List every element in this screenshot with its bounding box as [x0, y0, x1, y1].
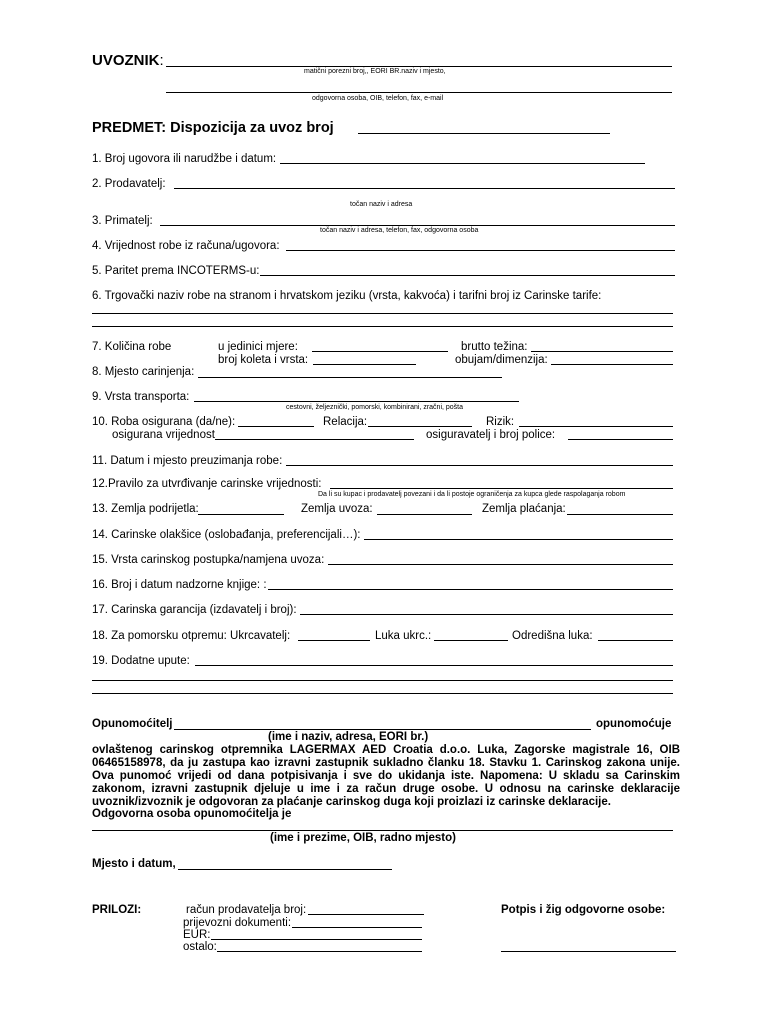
prilozi-ostalo-line[interactable]	[217, 951, 422, 952]
prilozi-eur-line[interactable]	[211, 939, 422, 940]
item-2-line[interactable]	[174, 188, 675, 189]
item-10-osig-line[interactable]	[238, 426, 314, 427]
item-7-jed-line[interactable]	[312, 351, 448, 352]
prilozi-eur-label: EUR:	[183, 929, 211, 941]
item-18-luka-label: Luka ukrc.:	[375, 630, 432, 642]
item-10-rizik-label: Rizik:	[486, 416, 515, 428]
odgovorna-label: Odgovorna osoba opunomoćitelja je	[92, 808, 292, 820]
item-14-label: 14. Carinske olakšice (oslobađanja, preferencijali…):	[92, 529, 361, 541]
item-10-relacija-label: Relacija:	[323, 416, 368, 428]
item-15-label: 15. Vrsta carinskog postupka/namjena uvoza:	[92, 554, 325, 566]
item-3-label: 3. Primatelj:	[92, 215, 153, 227]
item-17-line[interactable]	[300, 614, 673, 615]
item-10-osiguravatelj-line[interactable]	[568, 439, 673, 440]
item-7-brutto-line[interactable]	[531, 351, 673, 352]
item-10-osig-vr-label: osigurana vrijednost	[112, 429, 215, 441]
item-13-uvoza-line[interactable]	[377, 514, 472, 515]
power-hint-1: (ime i naziv, adresa, EORI br.)	[268, 731, 429, 743]
item-18-ukrcavatelj-line[interactable]	[298, 640, 370, 641]
uvoznik-line-1[interactable]	[166, 66, 672, 67]
prilozi-racun-label: račun prodavatelja broj:	[186, 904, 307, 916]
item-10-osig-vr-line[interactable]	[215, 439, 414, 440]
item-19-line-3[interactable]	[92, 693, 673, 694]
item-18-label: 18. Za pomorsku otpremu: Ukrcavatelj:	[92, 630, 291, 642]
item-4-line[interactable]	[286, 250, 675, 251]
potpis-line[interactable]	[501, 951, 676, 952]
item-19-label: 19. Dodatne upute:	[92, 655, 190, 667]
item-13-uvoza-label: Zemlja uvoza:	[301, 503, 373, 515]
item-16-label: 16. Broj i datum nadzorne knjige: :	[92, 579, 267, 591]
uvoznik-hint-2: odgovorna osoba, OIB, telefon, fax, e-mail	[312, 95, 444, 102]
item-10-rizik-line[interactable]	[519, 426, 673, 427]
power-paragraph: ovlaštenog carinskog otpremnika LAGERMAX AED Croatia d.o.o. Luka, Zagorske magistrale 16, OIB 06465158978, da ju zastupa kao izravni zastupnik sukladno članku 18. Stavku 1. Carinskog zakona unije. Ova punomoć vrijedi od dana potpisivanja i sve do ukidanja iste. Napomena: U skladu sa Carinskim zakonom, izravni zastupnik djeluje u ime i za račun druge osobe. U odnosu na carinske deklaracije uvoznik/izvoznik je odgovoran za plaćanje carinskog duga koji proizlazi iz carinske deklaracije.	[92, 744, 680, 808]
item-13-placanja-line[interactable]	[567, 514, 673, 515]
item-7-obujam-line[interactable]	[551, 364, 673, 365]
mjesto-datum-line[interactable]	[178, 869, 392, 870]
item-7-obujam-label: obujam/dimenzija:	[455, 354, 548, 366]
prilozi-label: PRILOZI:	[92, 904, 142, 916]
item-6-label: 6. Trgovački naziv robe na stranom i hrvatskom jeziku (vrsta, kakvoća) i tarifni broj iz Carinske tarife:	[92, 290, 602, 302]
uvoznik-line-2[interactable]	[166, 92, 672, 93]
item-2-label: 2. Prodavatelj:	[92, 178, 166, 190]
item-6-line-1[interactable]	[92, 313, 673, 314]
item-16-line[interactable]	[268, 589, 673, 590]
item-5-line[interactable]	[260, 275, 675, 276]
item-17-label: 17. Carinska garancija (izdavatelj i broj):	[92, 604, 297, 616]
item-12-label: 12.Pravilo za utvrđivanje carinske vrijednosti:	[92, 478, 322, 490]
predmet-title: PREDMET: Dispozicija za uvoz broj	[92, 120, 334, 136]
item-15-line[interactable]	[328, 564, 673, 565]
item-1-label: 1. Broj ugovora ili narudžbe i datum:	[92, 153, 277, 165]
item-6-line-2[interactable]	[92, 326, 673, 327]
item-13-podrijetla-line[interactable]	[198, 514, 284, 515]
item-19-line-1[interactable]	[195, 665, 673, 666]
item-2-hint: točan naziv i adresa	[350, 201, 413, 208]
item-7-koleta-line[interactable]	[313, 364, 416, 365]
item-7-brutto-label: brutto težina:	[461, 341, 528, 353]
item-4-label: 4. Vrijednost robe iz računa/ugovora:	[92, 240, 280, 252]
mjesto-datum-label: Mjesto i datum,	[92, 858, 176, 870]
opunomocuje-label: opunomoćuje	[596, 718, 672, 730]
item-12-hint: Da li su kupac i prodavatelj povezani i da li postoje ograničenja za kupca glede raspolaganja robom	[318, 491, 626, 498]
item-9-line[interactable]	[194, 401, 519, 402]
opunomocitelj-label: Opunomoćitelj	[92, 718, 173, 730]
item-3-hint: točan naziv i adresa, telefon, fax, odgovorna osoba	[320, 227, 479, 234]
item-11-line[interactable]	[286, 465, 673, 466]
item-8-label: 8. Mjesto carinjenja:	[92, 366, 195, 378]
item-8-line[interactable]	[198, 377, 502, 378]
uvoznik-label: UVOZNIK:	[92, 52, 164, 69]
item-11-label: 11. Datum i mjesto preuzimanja robe:	[92, 455, 283, 467]
item-13-label: 13. Zemlja podrijetla:	[92, 503, 199, 515]
item-10-label: 10. Roba osigurana (da/ne):	[92, 416, 236, 428]
prilozi-racun-line[interactable]	[308, 914, 424, 915]
item-18-odred-label: Odredišna luka:	[512, 630, 593, 642]
item-9-hint: cestovni, željeznički, pomorski, kombinirani, zračni, pošta	[286, 404, 464, 411]
item-5-label: 5. Paritet prema INCOTERMS-u:	[92, 265, 260, 277]
uvoznik-hint-1: matični porezni broj,, EORI BR.naziv i mjesto,	[304, 68, 446, 75]
item-19-line-2[interactable]	[92, 680, 673, 681]
predmet-line[interactable]	[358, 133, 610, 134]
item-13-placanja-label: Zemlja plaćanja:	[482, 503, 566, 515]
item-7-jed-label: u jedinici mjere:	[218, 341, 298, 353]
item-10-relacija-line[interactable]	[368, 426, 472, 427]
item-18-odred-line[interactable]	[598, 640, 673, 641]
prilozi-ostalo-label: ostalo:	[183, 941, 217, 953]
item-10-osiguravatelj-label: osiguravatelj i broj police:	[426, 429, 556, 441]
item-3-line[interactable]	[160, 225, 675, 226]
item-7-koleta-label: broj koleta i vrsta:	[218, 354, 309, 366]
item-9-label: 9. Vrsta transporta:	[92, 391, 190, 403]
prilozi-prijevozni-label: prijevozni dokumenti:	[183, 917, 292, 929]
item-7-label: 7. Količina robe	[92, 341, 172, 353]
item-12-line[interactable]	[330, 488, 673, 489]
item-18-luka-line[interactable]	[434, 640, 508, 641]
item-14-line[interactable]	[364, 539, 673, 540]
potpis-label: Potpis i žig odgovorne osobe:	[501, 904, 666, 916]
prilozi-prijevozni-line[interactable]	[292, 927, 422, 928]
power-hint-2: (ime i prezime, OIB, radno mjesto)	[270, 832, 456, 844]
opunomocitelj-line[interactable]	[174, 729, 591, 730]
odgovorna-line[interactable]	[92, 830, 673, 831]
item-1-line[interactable]	[280, 163, 645, 164]
